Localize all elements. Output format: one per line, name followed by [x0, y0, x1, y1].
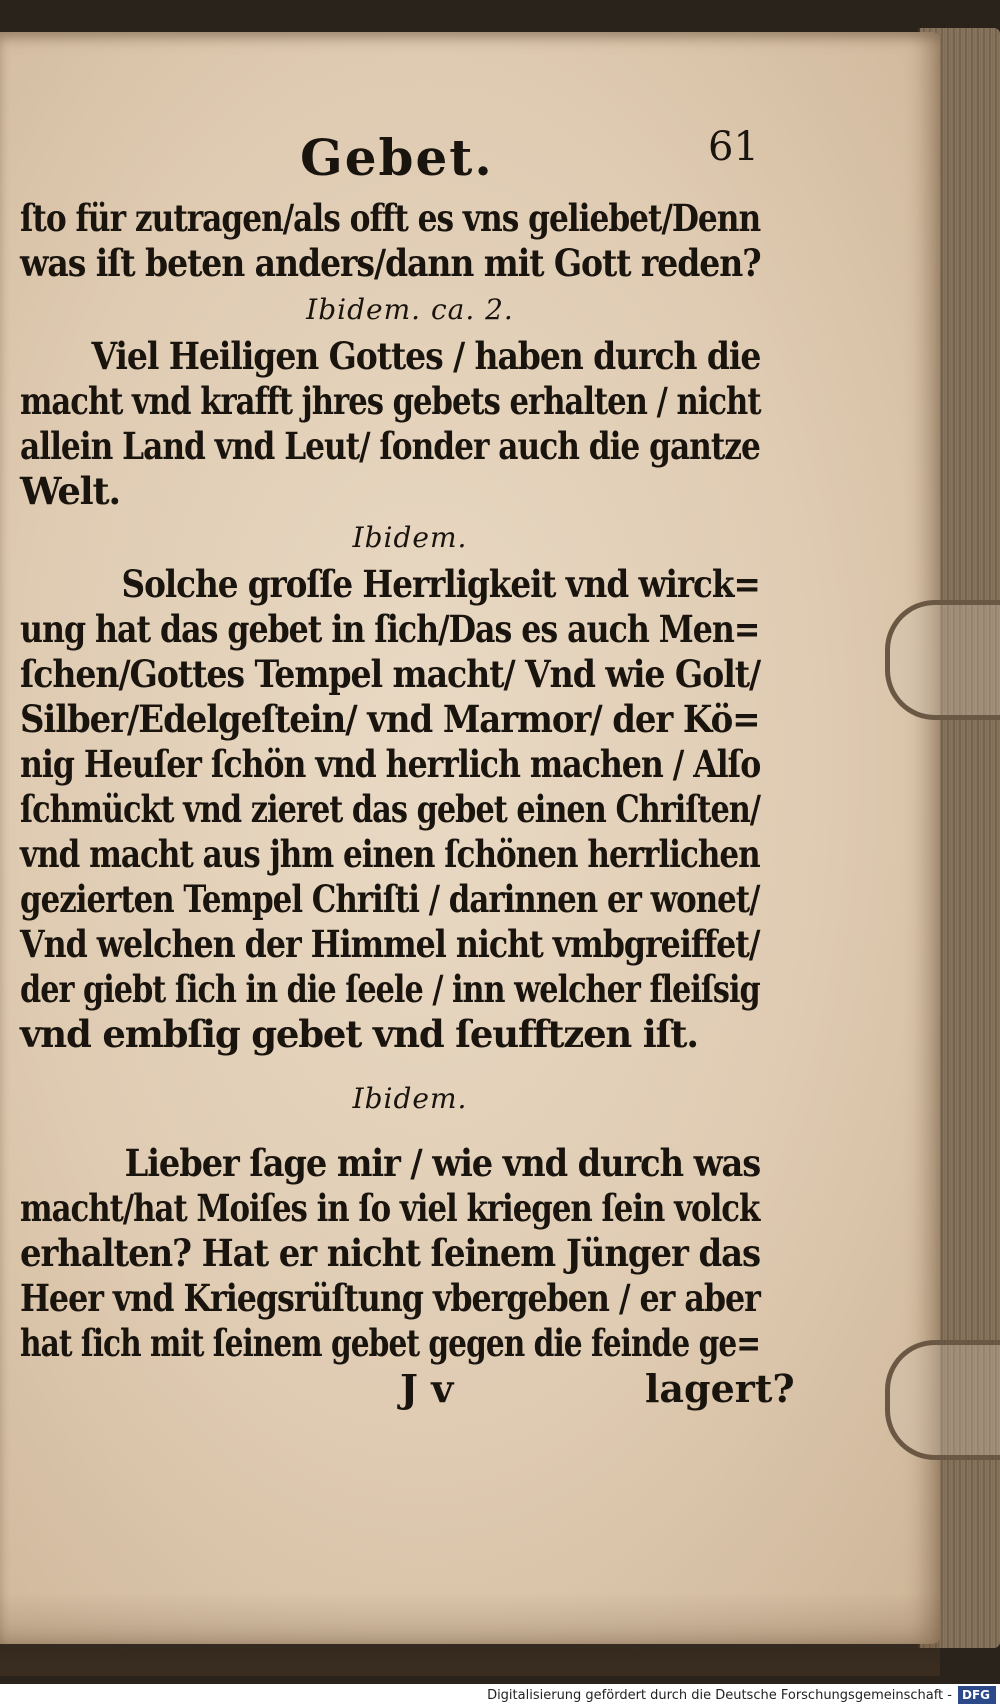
spacer [20, 1123, 760, 1141]
text-line: was iſt beten anders/dann mit Gott reden? [20, 241, 761, 285]
running-head: Gebet. [300, 128, 494, 187]
text-line: ung hat das gebet in ſich/Das es auch Men= [20, 607, 760, 651]
text-line: der giebt ſich in die ſeele / inn welcher fleiſsig [20, 967, 760, 1011]
text-line: Solche groſſe Herrligkeit vnd wirck= [121, 562, 760, 606]
signature-mark: J v [400, 1366, 454, 1411]
text-line: Viel Heiligen Gottes / haben durch die [91, 334, 761, 378]
section-heading: Ibidem. [352, 521, 468, 554]
page-footer-marks [20, 1366, 795, 1414]
paragraph-1 [20, 196, 760, 286]
catchword: lagert? [645, 1366, 795, 1411]
text-line: ſchmückt vnd zieret das gebet einen Chriſten/ [20, 787, 761, 831]
text-line: vnd embſig gebet vnd ſeufftzen iſt. [20, 1012, 698, 1056]
text-line: Silber/Edelgeſtein/ vnd Marmor/ der Kö= [20, 697, 760, 741]
text-line: ſto für zutragen/als offt es vns geliebet/Denn [20, 196, 761, 240]
page-header [20, 118, 760, 196]
digitization-footer [0, 1684, 1000, 1708]
text-line: allein Land vnd Leut/ ſonder auch die gantze [20, 424, 760, 468]
page-number: 61 [708, 124, 759, 170]
dfg-logo-icon: DFG [958, 1686, 996, 1704]
text-line: hat ſich mit ſeinem gebet gegen die feinde ge= [20, 1321, 761, 1365]
text-line: gezierten Tempel Chriſti / darinnen er wonet/ [20, 877, 760, 921]
text-line: Vnd welchen der Himmel nicht vmbgreiffet/ [20, 922, 760, 966]
text-line: erhalten? Hat er nicht ſeinem Jünger das [20, 1231, 761, 1275]
text-line: macht/hat Moiſes in ſo viel kriegen ſein volck [20, 1186, 760, 1230]
paragraph-4 [20, 1075, 760, 1366]
page-text [20, 118, 795, 1414]
paragraph-3 [20, 514, 760, 1057]
text-line: Lieber ſage mir / wie vnd durch was [124, 1141, 761, 1185]
book-clasp-top [885, 600, 1000, 720]
section-heading: Ibidem. ca. 2. [306, 293, 514, 326]
text-line: vnd macht aus jhm einen ſchönen herrlichen [20, 832, 760, 876]
spacer [20, 1057, 760, 1075]
paragraph-2 [20, 286, 760, 514]
text-line: nig Heuſer ſchön vnd herrlich machen / Alſo [20, 742, 761, 786]
text-line: Welt. [20, 469, 121, 513]
text-line: macht vnd krafft jhres gebets erhalten / nicht [20, 379, 761, 423]
book-clasp-bottom [885, 1340, 1000, 1460]
page-shadow [0, 1592, 940, 1676]
footer-credit: Digitalisierung gefördert durch die Deutsche Forschungsgemeinschaft - [487, 1688, 952, 1703]
text-line: ſchen/Gottes Tempel macht/ Vnd wie Golt/ [20, 652, 761, 696]
text-line: Heer vnd Kriegsrüſtung vbergeben / er aber [20, 1276, 760, 1320]
section-heading: Ibidem. [352, 1082, 468, 1115]
